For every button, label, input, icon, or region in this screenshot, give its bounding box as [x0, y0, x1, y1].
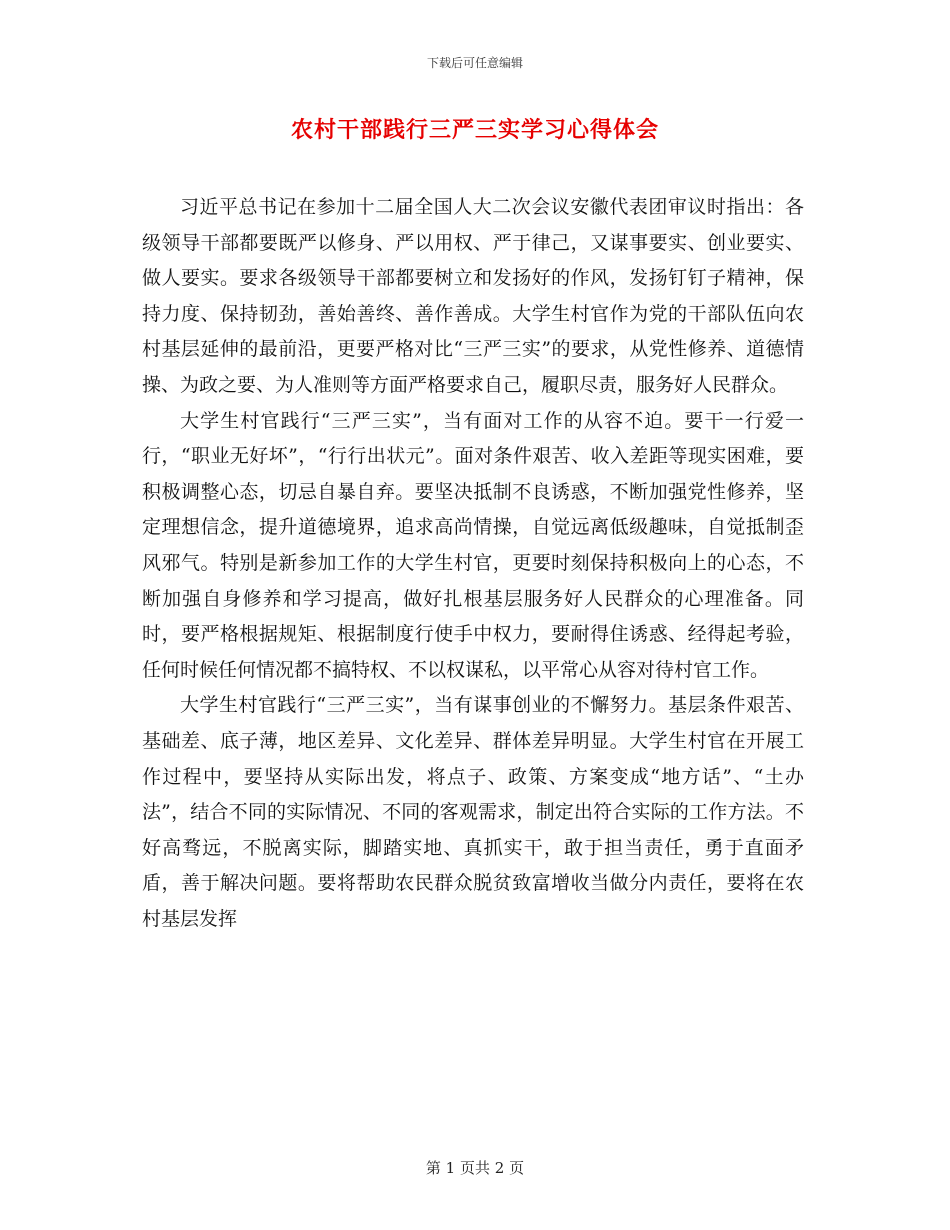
document-body	[142, 190, 804, 937]
body-paragraph-3: 大学生村官践行“三严三实”，当有谋事创业的不懈努力。基层条件艰苦、基础差、底子薄，地区差异、文化差异、群体差异明显。大学生村官在开展工作过程中，要坚持从实际出发，将点子、政策、方案变成“地方话”、“土办法”，结合不同的实际情况、不同的客观需求，制定出符合实际的工作方法。不好高骛远，不脱离实际，脚踏实地、真抓实干，敢于担当责任，勇于直面矛盾，善于解决问题。要将帮助农民群众脱贫致富增收当做分内责任，要将在农村基层发挥	[142, 694, 804, 930]
document-title: 农村干部践行三严三实学习心得体会	[290, 117, 659, 143]
page-number-footer: 第 1 页共 2 页	[425, 1159, 525, 1177]
page-header-note: 下载后可任意编辑	[426, 56, 523, 70]
body-paragraph-1: 习近平总书记在参加十二届全国人大二次会议安徽代表团审议时指出：各级领导干部都要既严以修身、严以用权、严于律己，又谋事要实、创业要实、做人要实。要求各级领导干部都要树立和发扬好的作风，发扬钉钉子精神，保持力度、保持韧劲，善始善终、善作善成。大学生村官作为党的干部队伍向农村基层延伸的最前沿，更要严格对比“三严三实”的要求，从党性修养、道德情操、为政之要、为人准则等方面严格要求自己，履职尽责，服务好人民群众。	[142, 196, 804, 396]
body-paragraph-2: 大学生村官践行“三严三实”，当有面对工作的从容不迫。要干一行爱一行，“职业无好坏”，“行行出状元”。面对条件艰苦、收入差距等现实困难，要积极调整心态，切忌自暴自弃。要坚决抵制不良诱惑，不断加强党性修养，坚定理想信念，提升道德境界，追求高尚情操，自觉远离低级趣味，自觉抵制歪风邪气。特别是新参加工作的大学生村官，更要时刻保持积极向上的心态，不断加强自身修养和学习提高，做好扎根基层服务好人民群众的心理准备。同时，要严格根据规矩、根据制度行使手中权力，要耐得住诱惑、经得起考验，任何时候任何情况都不搞特权、不以权谋私，以平常心从容对待村官工作。	[142, 409, 804, 681]
